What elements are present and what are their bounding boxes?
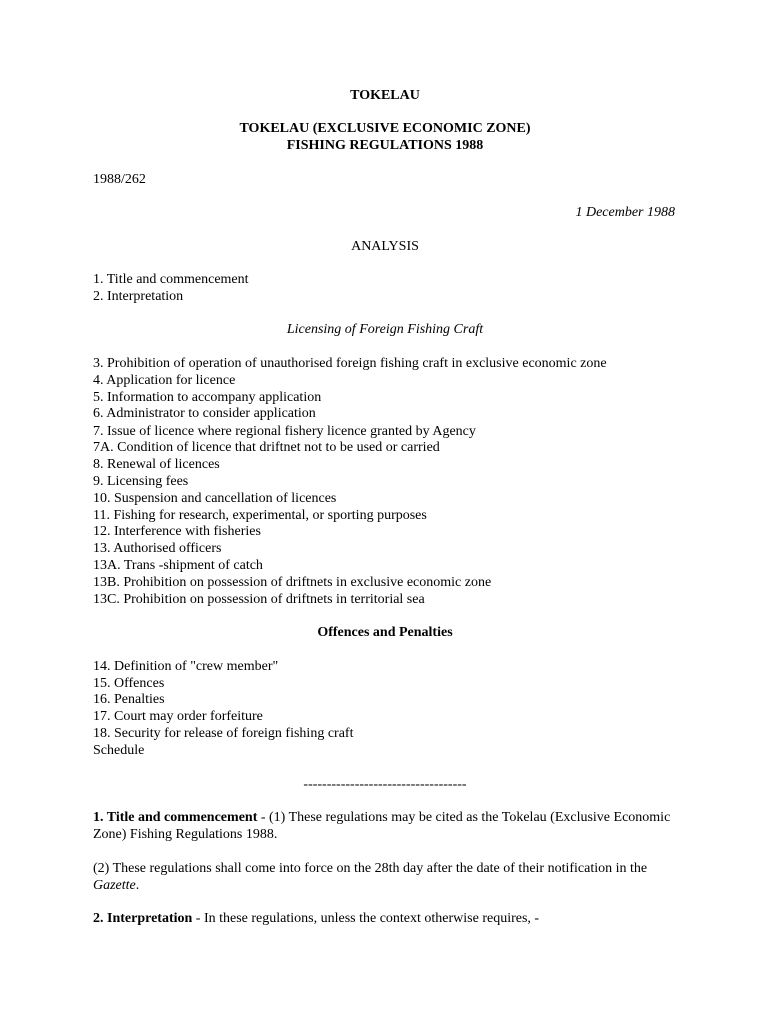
contents-item: 7. Issue of licence where regional fishery licence granted by Agency [93,424,476,439]
contents-item: 1. Title and commencement [93,272,249,287]
territory-heading: TOKELAU [350,88,420,103]
licensing-heading: Licensing of Foreign Fishing Craft [286,322,484,337]
analysis-heading: ANALYSIS [351,239,419,254]
section-1-text: - (1) These regulations may be cited as the Tokelau (Exclusive Economic Zone) Fishing Regulations 1988. [93,810,671,842]
offences-heading: Offences and Penalties [317,625,453,640]
contents-item: 7A. Condition of licence that driftnet not to be used or carried [93,440,440,455]
contents-item: 6. Administrator to consider application [93,406,316,421]
contents-item: Schedule [93,743,145,758]
section-2-text: - In these regulations, unless the context otherwise requires, - [192,911,540,926]
contents-item: 14. Definition of "crew member" [93,659,279,674]
contents-item: 8. Renewal of licences [93,457,220,472]
contents-item: 16. Penalties [93,692,165,707]
contents-item: 10. Suspension and cancellation of licences [93,491,337,506]
contents-item: 15. Offences [93,676,165,691]
contents-item: 12. Interference with fisheries [93,524,261,539]
contents-item: 13B. Prohibition on possession of driftnets in exclusive economic zone [93,575,492,590]
contents-item: 3. Prohibition of operation of unauthorised foreign fishing craft in exclusive economic zone [93,356,607,371]
regulation-number: 1988/262 [93,172,146,187]
contents-item: 11. Fishing for research, experimental, or sporting purposes [93,508,427,523]
contents-item: 9. Licensing fees [93,474,189,489]
contents-item: 2. Interpretation [93,289,184,304]
contents-item: 18. Security for release of foreign fishing craft [93,726,354,741]
section-2-heading: 2. Interpretation [93,911,193,926]
subsection-2-text: (2) These regulations shall come into force on the 28th day after the date of their notification in the [93,861,648,876]
subsection-2-end: . [135,877,140,893]
title-line-1: TOKELAU (EXCLUSIVE ECONOMIC ZONE) [239,121,531,136]
contents-item: 4. Application for licence [93,373,236,388]
separator-line: ----------------------------------- [303,777,467,792]
section-1-paragraph [93,810,678,844]
section-2-paragraph [93,911,678,928]
contents-item: 13. Authorised officers [93,541,222,556]
contents-item: 13A. Trans -shipment of catch [93,558,263,573]
section-1-heading: 1. Title and commencement [93,810,258,825]
regulation-date: 1 December 1988 [575,205,675,220]
contents-item: 17. Court may order forfeiture [93,709,263,724]
contents-item: 13C. Prohibition on possession of driftnets in territorial sea [93,592,425,607]
section-1-subsection-2 [93,861,678,895]
gazette-italic: Gazette [93,877,136,893]
contents-item: 5. Information to accompany application [93,390,322,405]
title-line-2: FISHING REGULATIONS 1988 [286,138,484,153]
